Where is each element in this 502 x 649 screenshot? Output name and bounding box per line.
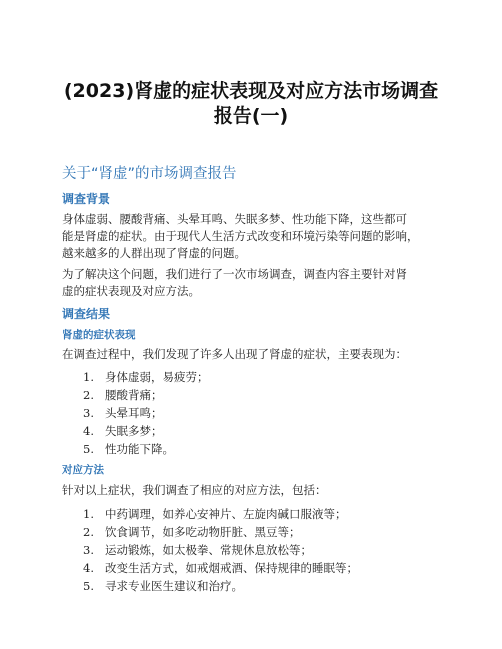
list-number: 4. xyxy=(83,424,94,438)
list-text: 失眠多梦； xyxy=(105,424,163,438)
symptoms-intro: 在调查过程中，我们发现了许多人出现了肾虚的症状，主要表现为： xyxy=(62,347,407,361)
background-para2-line2: 虚的症状表现及对应方法。 xyxy=(62,284,200,298)
background-heading: 调查背景 xyxy=(62,192,111,206)
list-text: 饮食调节，如多吃动物肝脏、黑豆等； xyxy=(105,525,301,539)
list-text: 性功能下降。 xyxy=(105,442,174,456)
list-text: 腰酸背痛； xyxy=(105,388,163,402)
list-number: 2. xyxy=(83,388,94,402)
methods-heading: 对应方法 xyxy=(62,464,104,476)
list-text: 运动锻炼，如太极拳、常规休息放松等； xyxy=(105,543,312,557)
list-text: 中药调理，如养心安神片、左旋肉碱口服液等； xyxy=(105,507,347,521)
list-number: 1. xyxy=(83,507,94,521)
list-number: 4. xyxy=(83,561,94,575)
background-para1-line2: 能是肾虚的症状。由于现代人生活方式改变和环境污染等问题的影响， xyxy=(62,229,419,243)
list-number: 5. xyxy=(83,442,94,456)
background-para1-line3: 越来越多的人群出现了肾虚的问题。 xyxy=(62,246,246,260)
background-para2-line1: 为了解决这个问题，我们进行了一次市场调查，调查内容主要针对肾 xyxy=(62,267,407,281)
results-heading: 调查结果 xyxy=(62,307,111,321)
section-heading: 关于“肾虚”的市场调查报告 xyxy=(62,166,237,182)
methods-intro: 针对以上症状，我们调查了相应的对应方法，包括： xyxy=(62,483,327,497)
list-number: 3. xyxy=(83,406,94,420)
list-text: 寻求专业医生建议和治疗。 xyxy=(105,579,243,593)
document-title-line2: 报告(一) xyxy=(213,105,289,127)
list-number: 2. xyxy=(83,525,94,539)
list-text: 改变生活方式，如戒烟戒酒、保持规律的睡眠等； xyxy=(105,561,358,575)
list-number: 3. xyxy=(83,543,94,557)
background-para1-line1: 身体虚弱、腰酸背痛、头晕耳鸣、失眠多梦、性功能下降，这些都可 xyxy=(62,212,407,226)
symptoms-heading: 肾虚的症状表现 xyxy=(62,329,136,341)
document-title-line1: (2023)肾虚的症状表现及对应方法市场调查 xyxy=(63,80,439,102)
list-text: 头晕耳鸣； xyxy=(105,406,163,420)
list-number: 1. xyxy=(83,370,94,384)
list-text: 身体虚弱，易疲劳； xyxy=(105,370,209,384)
list-number: 5. xyxy=(83,579,94,593)
